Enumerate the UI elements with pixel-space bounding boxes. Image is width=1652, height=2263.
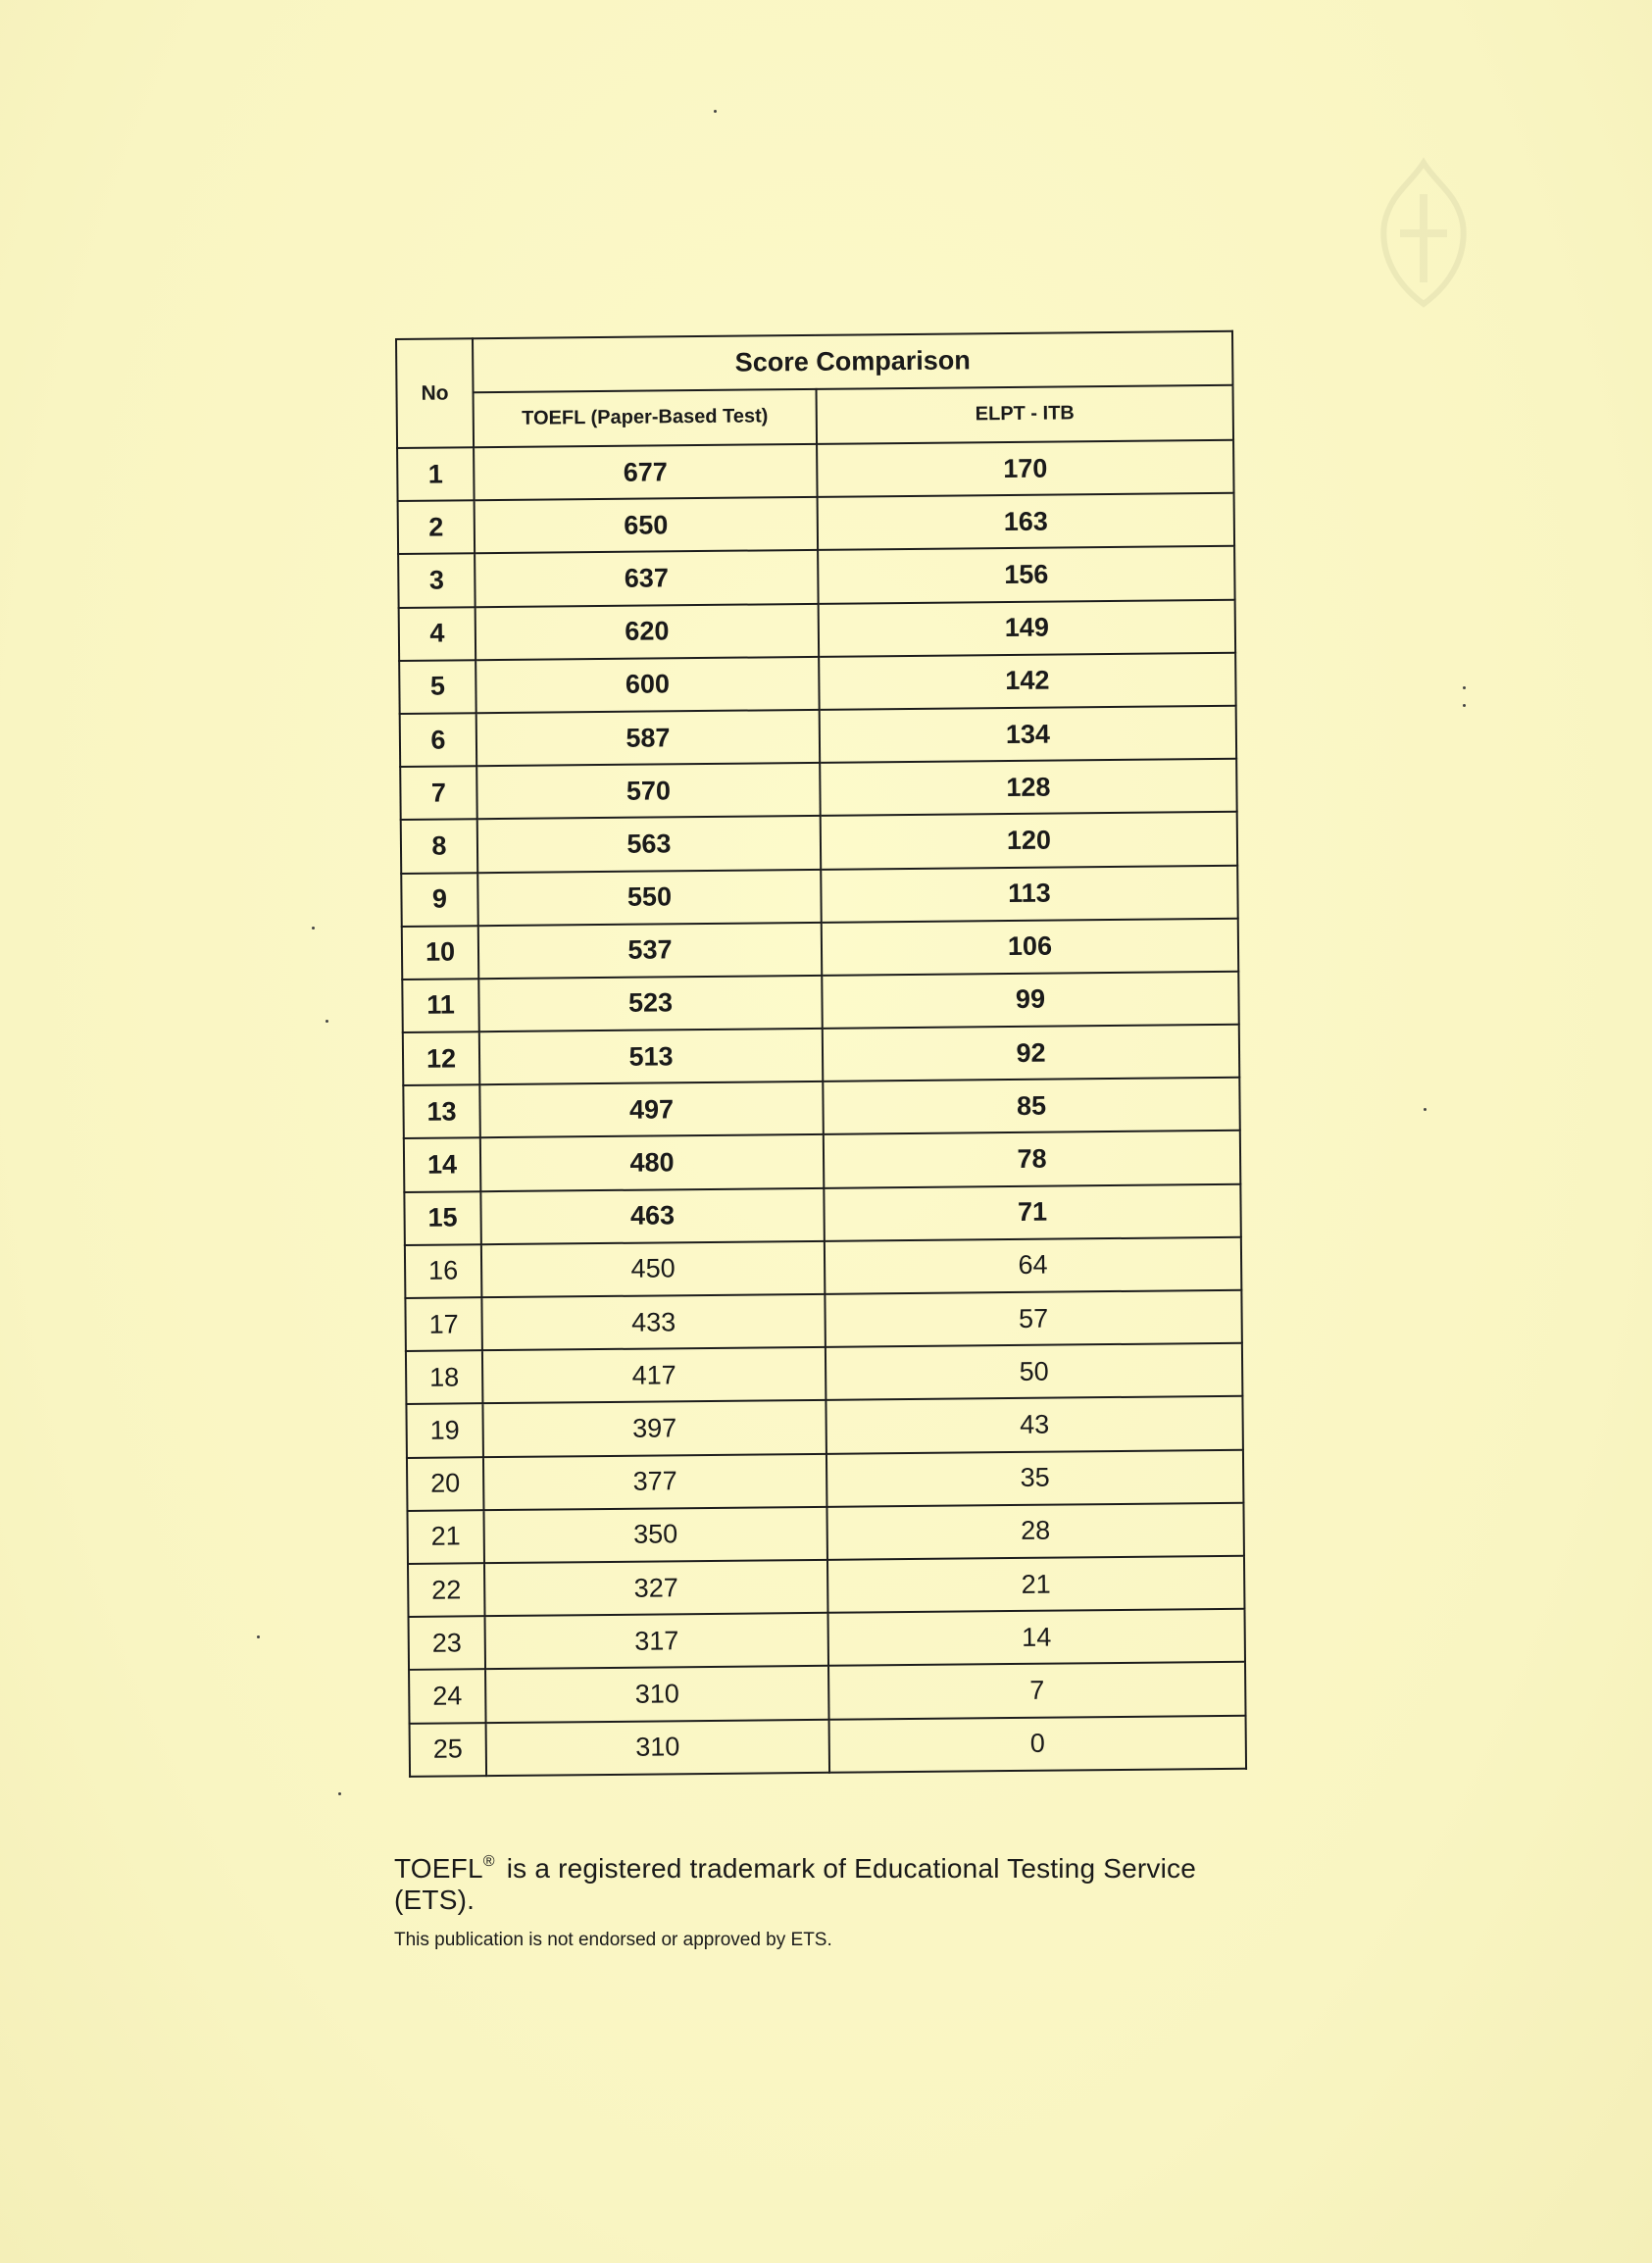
elpt-cell: 85 (823, 1078, 1240, 1134)
elpt-cell: 35 (826, 1449, 1244, 1506)
no-cell: 4 (399, 607, 476, 661)
toefl-cell: 463 (480, 1187, 825, 1244)
score-comparison-table (395, 330, 1247, 1778)
elpt-cell: 50 (826, 1343, 1243, 1400)
toefl-cell: 570 (476, 763, 821, 820)
elpt-cell: 0 (829, 1715, 1247, 1772)
elpt-cell: 64 (825, 1237, 1242, 1294)
disclaimer-text: This publication is not endorsed or approved by ETS. (394, 1930, 832, 1950)
no-cell: 22 (408, 1563, 485, 1617)
no-cell: 2 (398, 500, 476, 554)
table-row (400, 759, 1236, 820)
table-row (408, 1556, 1244, 1617)
table-row (407, 1449, 1243, 1510)
no-cell: 19 (406, 1404, 483, 1458)
table-row (409, 1609, 1245, 1670)
elpt-cell: 106 (822, 918, 1239, 975)
table-row (401, 812, 1237, 873)
no-cell: 7 (400, 766, 477, 820)
elpt-cell: 78 (824, 1131, 1241, 1187)
table-row (399, 599, 1235, 660)
score-table-body (397, 440, 1246, 1777)
no-cell: 21 (407, 1510, 484, 1564)
no-cell: 6 (400, 713, 477, 767)
score-comparison-header: Score Comparison (473, 331, 1232, 392)
table-row (405, 1237, 1241, 1298)
no-cell: 15 (404, 1191, 481, 1245)
elpt-cell: 28 (826, 1502, 1244, 1559)
elpt-cell: 92 (823, 1025, 1240, 1081)
no-cell: 18 (406, 1350, 483, 1404)
toefl-cell: 433 (481, 1294, 826, 1351)
table-row (406, 1343, 1242, 1404)
toefl-cell: 327 (484, 1560, 828, 1617)
toefl-cell: 513 (479, 1029, 824, 1085)
scan-speck (1463, 704, 1466, 707)
elpt-cell: 149 (819, 599, 1236, 656)
elpt-cell: 113 (821, 865, 1238, 922)
toefl-cell: 377 (483, 1453, 827, 1510)
elpt-cell: 163 (818, 493, 1235, 550)
trademark-notice (394, 1853, 1277, 1916)
no-cell: 5 (399, 660, 476, 714)
table-row (410, 1715, 1246, 1776)
table-row (399, 653, 1235, 714)
toefl-cell: 563 (477, 816, 822, 873)
scan-speck (257, 1635, 260, 1638)
no-cell: 3 (398, 554, 476, 608)
toefl-cell: 497 (479, 1081, 824, 1138)
scan-speck (325, 1020, 328, 1023)
no-cell: 12 (403, 1031, 480, 1085)
toefl-cell: 550 (477, 869, 822, 926)
table-subheader-row (397, 385, 1233, 448)
table-row (401, 865, 1237, 926)
table-row (403, 1025, 1239, 1085)
table-row (398, 546, 1234, 607)
table-row (409, 1662, 1245, 1723)
no-cell: 17 (405, 1297, 482, 1351)
trademark-text: is a registered trademark of Educational Testing Service (ETS). (394, 1853, 1196, 1915)
toefl-cell: 637 (475, 550, 819, 607)
no-cell: 25 (410, 1723, 487, 1777)
elpt-cell: 21 (827, 1556, 1245, 1613)
footer (394, 1853, 1277, 1951)
elpt-cell: 142 (819, 653, 1236, 710)
toefl-cell: 350 (483, 1507, 827, 1564)
table-row (402, 918, 1238, 979)
trademark-brand: TOEFL (394, 1853, 483, 1884)
no-cell: 9 (401, 873, 478, 927)
toefl-cell: 523 (478, 976, 823, 1032)
table-row (403, 1078, 1239, 1138)
elpt-cell: 43 (826, 1396, 1243, 1453)
table-row (397, 440, 1233, 501)
table-row (400, 706, 1236, 767)
scan-speck (312, 927, 315, 930)
no-cell: 23 (409, 1616, 486, 1670)
institution-crest-icon (1371, 155, 1477, 312)
table-row (402, 972, 1238, 1032)
toefl-cell: 650 (475, 497, 819, 554)
elpt-cell: 128 (820, 759, 1237, 816)
toefl-cell: 677 (474, 444, 818, 501)
toefl-cell: 417 (482, 1347, 826, 1404)
table-row (398, 493, 1234, 554)
scan-speck (714, 110, 717, 113)
scan-speck (1463, 686, 1466, 689)
toefl-column-header: TOEFL (Paper-Based Test) (474, 389, 818, 447)
no-cell: 13 (403, 1084, 480, 1138)
no-cell: 11 (402, 979, 479, 1032)
table-row (406, 1396, 1242, 1457)
toefl-cell: 620 (476, 603, 820, 660)
toefl-cell: 397 (482, 1400, 826, 1457)
scan-speck (1424, 1108, 1427, 1111)
elpt-cell: 99 (822, 972, 1239, 1029)
table-header-row (396, 331, 1232, 393)
no-cell: 1 (397, 447, 475, 501)
toefl-cell: 600 (476, 657, 820, 714)
table-row (404, 1131, 1240, 1191)
table-row (404, 1183, 1240, 1244)
elpt-cell: 57 (825, 1290, 1242, 1347)
no-cell: 20 (407, 1457, 484, 1511)
toefl-cell: 537 (478, 923, 823, 980)
no-cell: 8 (401, 820, 478, 874)
elpt-cell: 156 (818, 546, 1235, 603)
no-cell: 16 (405, 1244, 482, 1298)
elpt-cell: 14 (827, 1609, 1245, 1666)
elpt-cell: 134 (820, 706, 1237, 763)
elpt-cell: 7 (828, 1662, 1246, 1719)
toefl-cell: 317 (485, 1613, 829, 1670)
registered-mark: ® (482, 1853, 495, 1870)
toefl-cell: 587 (476, 710, 821, 767)
no-cell: 24 (409, 1669, 486, 1723)
elpt-column-header: ELPT - ITB (817, 385, 1234, 444)
no-cell: 10 (402, 926, 479, 980)
table-row (407, 1502, 1243, 1563)
no-column-header: No (396, 338, 474, 448)
scan-speck (338, 1792, 341, 1795)
toefl-cell: 310 (485, 1666, 829, 1723)
toefl-cell: 450 (481, 1241, 826, 1298)
toefl-cell: 310 (486, 1719, 830, 1776)
no-cell: 14 (404, 1138, 481, 1192)
elpt-cell: 120 (821, 812, 1238, 869)
toefl-cell: 480 (480, 1134, 825, 1191)
table-row (405, 1290, 1241, 1351)
elpt-cell: 170 (817, 440, 1234, 497)
elpt-cell: 71 (824, 1183, 1241, 1240)
